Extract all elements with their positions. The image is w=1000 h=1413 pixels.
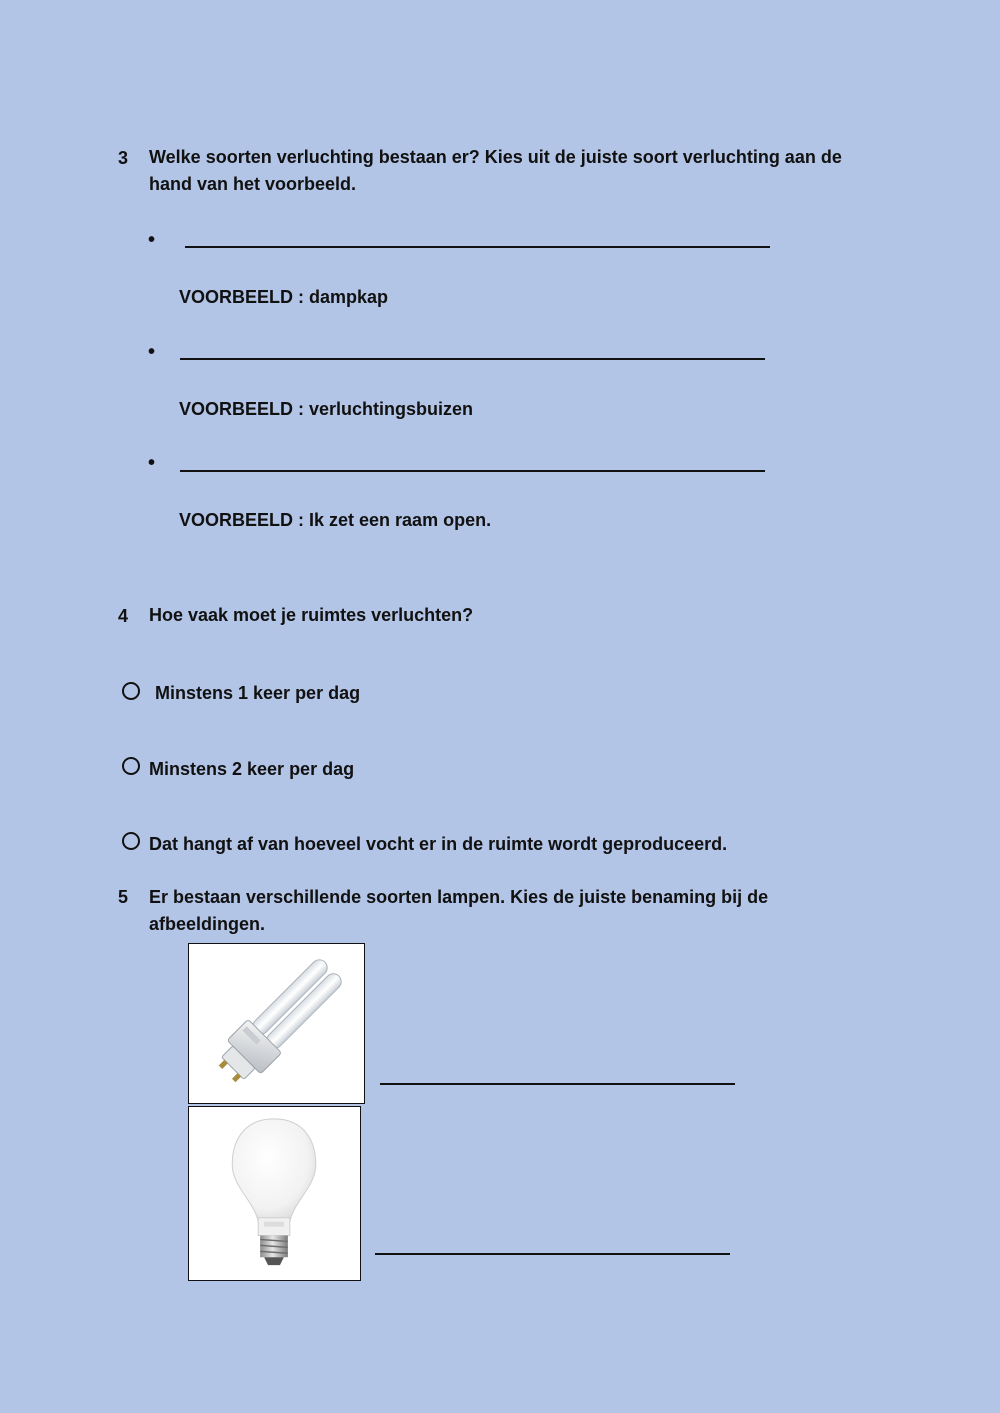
question-5-number: 5: [118, 887, 129, 907]
radio-option-3[interactable]: [122, 832, 140, 850]
option-3-label: Dat hangt af van hoeveel vocht er in de ruimte wordt geproduceerd.: [149, 834, 728, 854]
answer-line-2[interactable]: [180, 358, 765, 360]
led-bulb-icon: [189, 1107, 360, 1280]
example-3: VOORBEELD : Ik zet een raam open.: [179, 510, 492, 530]
question-3-number: 3: [118, 148, 129, 168]
answer-line-image-2[interactable]: [375, 1253, 730, 1255]
bullet-3: •: [148, 452, 156, 474]
led-bulb-image: [188, 1106, 361, 1281]
fluorescent-tube-lamp-image: [188, 943, 365, 1104]
answer-line-3[interactable]: [180, 470, 765, 472]
question-3-text: Welke soorten verluchting bestaan er? Kies uit de juiste soort verluchting aan de hand van het voorbeeld.: [149, 147, 842, 194]
question-5-text: Er bestaan verschillende soorten lampen. Kies de juiste benaming bij de afbeeldingen.: [149, 887, 769, 934]
radio-option-1[interactable]: [122, 682, 140, 700]
question-4-text: Hoe vaak moet je ruimtes verluchten?: [149, 605, 474, 625]
example-2: VOORBEELD : verluchtingsbuizen: [179, 399, 474, 419]
bullet-1: •: [148, 229, 156, 251]
answer-line-1[interactable]: [185, 246, 770, 248]
radio-option-2[interactable]: [122, 757, 140, 775]
bullet-2: •: [148, 341, 156, 363]
option-2-label: Minstens 2 keer per dag: [149, 759, 355, 779]
option-1-label: Minstens 1 keer per dag: [155, 683, 361, 703]
fluorescent-tube-lamp-icon: [189, 944, 364, 1103]
answer-line-image-1[interactable]: [380, 1083, 735, 1085]
question-4-number: 4: [118, 606, 129, 626]
example-1: VOORBEELD : dampkap: [179, 287, 389, 307]
